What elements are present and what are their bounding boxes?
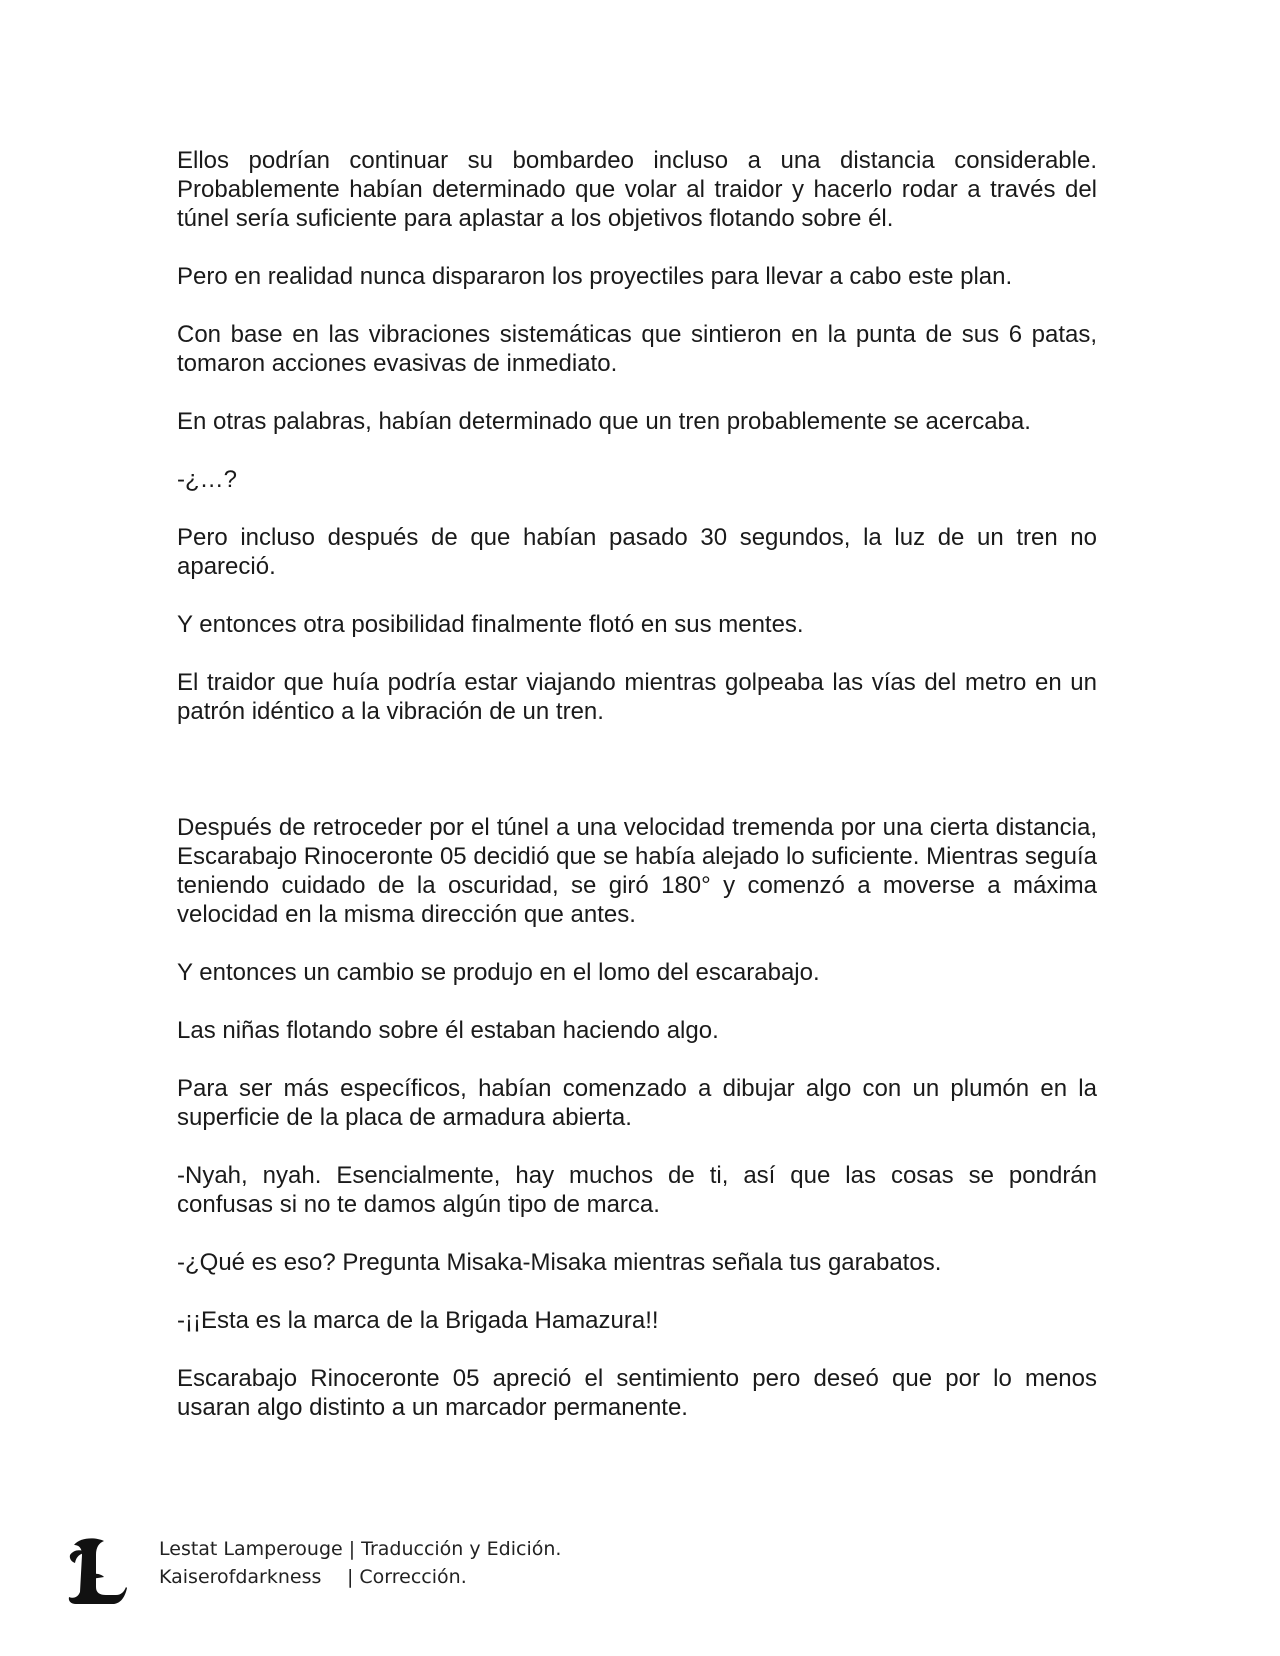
credit-separator: |: [348, 1538, 356, 1560]
section-2: [177, 813, 1097, 1422]
paragraph: Escarabajo Rinoceronte 05 apreció el sentimiento pero deseó que por lo menos usaran algo distinto a un marcador permanente.: [177, 1365, 1097, 1421]
credits-block: [159, 1535, 561, 1591]
paragraph: -¿…?: [177, 466, 237, 493]
credit-line-translation: [159, 1535, 561, 1563]
paragraph: En otras palabras, habían determinado que un tren probablemente se acercaba.: [177, 408, 1031, 435]
paragraph: -¡¡Esta es la marca de la Brigada Hamazura!!: [177, 1307, 659, 1334]
section-1: [177, 146, 1097, 726]
paragraph: Las niñas flotando sobre él estaban haciendo algo.: [177, 1017, 719, 1044]
paragraph: -¿Qué es eso? Pregunta Misaka-Misaka mientras señala tus garabatos.: [177, 1249, 942, 1276]
document-body: [177, 146, 1097, 1451]
paragraph: Y entonces otra posibilidad finalmente flotó en sus mentes.: [177, 611, 804, 638]
paragraph: Pero incluso después de que habían pasado 30 segundos, la luz de un tren no apareció.: [177, 524, 1097, 580]
page-footer: [66, 1535, 666, 1615]
credit-name: Kaiserofdarkness: [159, 1566, 322, 1588]
paragraph: -Nyah, nyah. Esencialmente, hay muchos de ti, así que las cosas se pondrán confusas si no te damos algún tipo de marca.: [177, 1162, 1097, 1218]
paragraph: El traidor que huía podría estar viajando mientras golpeaba las vías del metro en un patrón idéntico a la vibración de un tren.: [177, 669, 1097, 725]
credit-name: Lestat Lamperouge: [159, 1538, 343, 1560]
paragraph: Después de retroceder por el túnel a una velocidad tremenda por una cierta distancia, Escarabajo Rinoceronte 05 decidió que se había alejado lo suficiente. Mientras seguía teniendo cuidado de la oscuridad, se giró 180° y comenzó a moverse a máxima velocidad en la misma dirección que antes.: [177, 814, 1097, 928]
paragraph: Pero en realidad nunca dispararon los proyectiles para llevar a cabo este plan.: [177, 263, 1013, 290]
credit-separator: |: [347, 1566, 354, 1588]
credit-role: Corrección.: [359, 1566, 467, 1588]
paragraph: Para ser más específicos, habían comenzado a dibujar algo con un plumón en la superficie de la placa de armadura abierta.: [177, 1075, 1097, 1131]
paragraph: Ellos podrían continuar su bombardeo incluso a una distancia considerable. Probablemente habían determinado que volar al traidor y hacerlo rodar a través del túnel sería suficiente para aplastar a los objetivos flotando sobre él.: [177, 147, 1097, 232]
gothic-l-logo-icon: [66, 1535, 128, 1607]
credit-role: Traducción y Edición.: [361, 1538, 562, 1560]
section-break: [177, 755, 1097, 813]
paragraph: Y entonces un cambio se produjo en el lomo del escarabajo.: [177, 959, 820, 986]
credit-line-correction: [159, 1563, 561, 1591]
paragraph: Con base en las vibraciones sistemáticas que sintieron en la punta de sus 6 patas, tomaron acciones evasivas de inmediato.: [177, 321, 1097, 377]
